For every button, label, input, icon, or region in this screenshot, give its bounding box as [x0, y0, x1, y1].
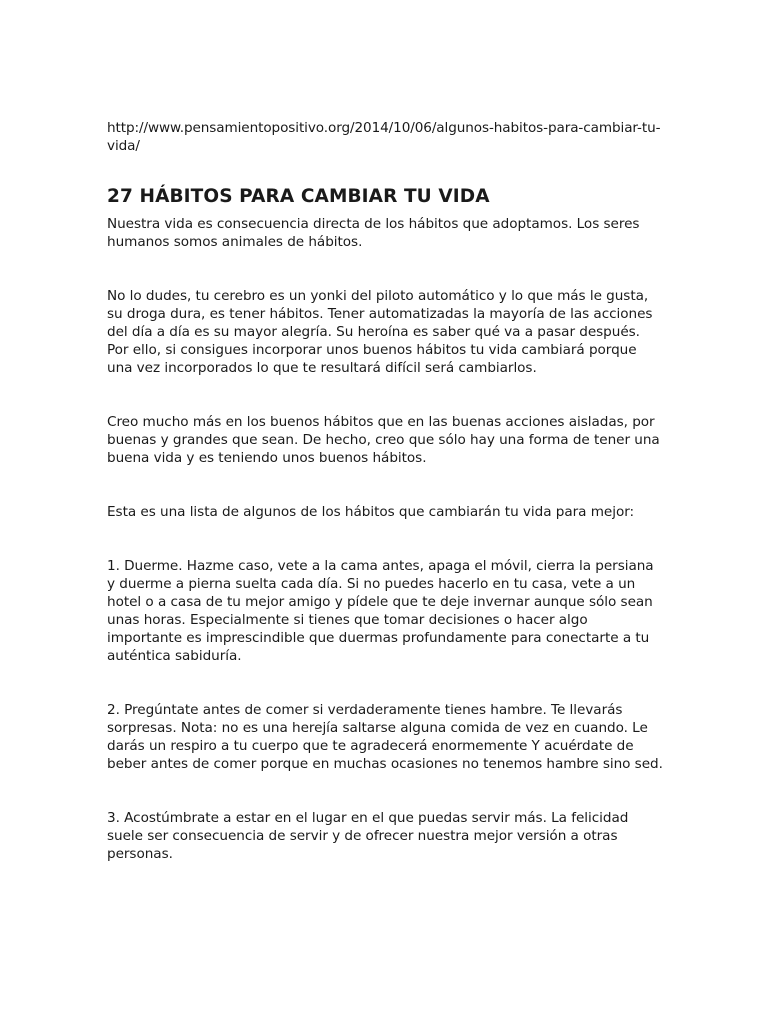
list-item-hunger: 2. Pregúntate antes de comer si verdaderamente tienes hambre. Te llevarás sorpresas. Nota: no es una herejía saltarse alguna comida de vez en cuando. Le darás un respiro a tu cuerpo que te agradecerá enormemente Y acuérdate de beber antes de comer porque en muchas ocasiones no tenemos hambre sino sed. — [107, 702, 663, 772]
paragraph-good-habits: Creo mucho más en los buenos hábitos que en las buenas acciones aisladas, por buenas y grandes que sean. De hecho, creo que sólo hay una forma de tener una buena vida y es teniendo unos buenos hábitos. — [107, 414, 660, 466]
paragraph-brain: No lo dudes, tu cerebro es un yonki del piloto automático y lo que más le gusta, su droga dura, es tener hábitos. Tener automatizadas la mayoría de las acciones del día a día es su mayor alegría. Su heroína es saber qué va a pasar después. Por ello, si consigues incorporar unos buenos hábitos tu vida cambiará porque una vez incorporados lo que te resultará difícil será cambiarlos. — [107, 288, 653, 376]
paragraph-intro: Nuestra vida es consecuencia directa de los hábitos que adoptamos. Los seres humanos somos animales de hábitos. — [107, 216, 640, 250]
paragraph-list-intro: Esta es una lista de algunos de los hábitos que cambiarán tu vida para mejor: — [107, 504, 635, 520]
document-title: 27 HÁBITOS PARA CAMBIAR TU VIDA — [107, 186, 490, 207]
document-page — [107, 119, 663, 863]
source-url: http://www.pensamientopositivo.org/2014/10/06/algunos-habitos-para-cambiar-tu-vida/ — [107, 120, 661, 154]
list-item-serve: 3. Acostúmbrate a estar en el lugar en el que puedas servir más. La felicidad suele ser consecuencia de servir y de ofrecer nuestra mejor versión a otras personas. — [107, 810, 629, 862]
list-item-sleep: 1. Duerme. Hazme caso, vete a la cama antes, apaga el móvil, cierra la persiana y duerme a pierna suelta cada día. Si no puedes hacerlo en tu casa, vete a un hotel o a casa de tu mejor amigo y pídele que te deje invernar aunque sólo sean unas horas. Especialmente si tienes que tomar decisiones o hacer algo importante es imprescindible que duermas profundamente para conectarte a tu auténtica sabiduría. — [107, 558, 654, 664]
